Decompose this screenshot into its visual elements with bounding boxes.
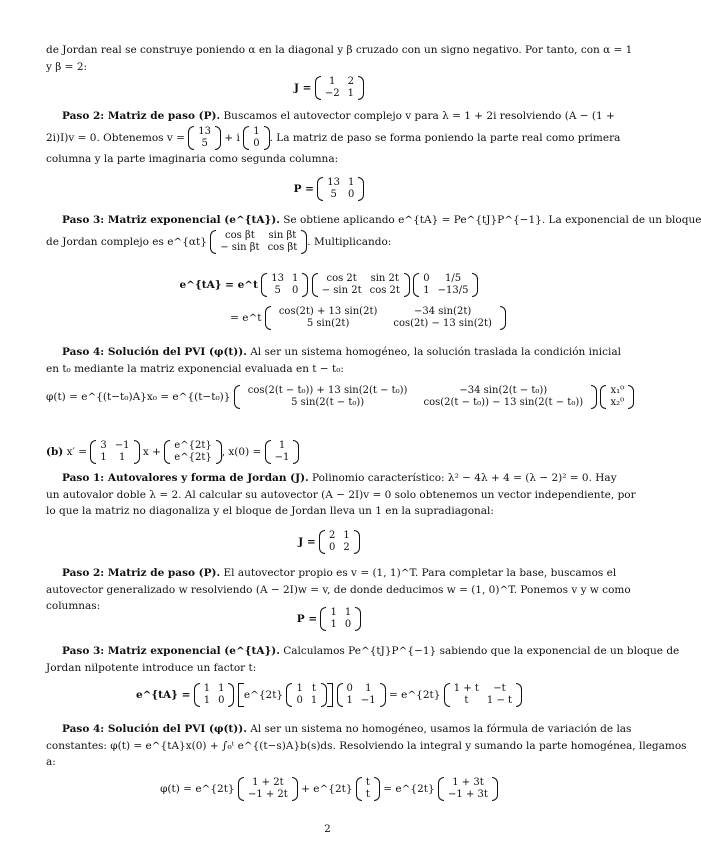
initial-vector (600, 385, 634, 409)
matrix-entry: 1 (218, 683, 225, 694)
text-line: . Multiplicando: (307, 235, 392, 248)
matrix-entry: −1 + 3t (448, 789, 488, 800)
matrix-entry: 1 (203, 683, 211, 694)
matrix-entry: t (365, 777, 370, 788)
matrix-entry: 2 (343, 542, 350, 553)
matrix (320, 607, 361, 631)
equation-solution-a (46, 385, 625, 409)
matrix-entry: x₁⁰ (610, 385, 625, 396)
matrix-entry: 0 (296, 695, 303, 706)
text-line: El autovector propio es v = (1, 1)^T. Para completar la base, buscamos el (223, 567, 617, 579)
matrix (317, 177, 364, 201)
rotation-matrix (210, 230, 307, 254)
matrix-entry: 1 (278, 440, 286, 451)
matrix-entry: −1 (114, 440, 130, 451)
text-fragment: = e^{2t} (383, 783, 435, 795)
step-4-paragraph (46, 344, 621, 377)
text-fragment: + i (224, 131, 240, 144)
text-line: columnas: (46, 600, 101, 612)
matrix-entry: 1 (343, 530, 350, 541)
text-line: Se obtiene aplicando e^{tA} = Pe^{tJ}P^{−1}. La exponencial de un bloque (283, 214, 701, 226)
matrix-entry: sin 2t (370, 273, 399, 284)
step-3-paragraph (46, 212, 701, 255)
text-line: Polinomio característico: λ² − 4λ + 4 = (λ − 2)² = 0. Hay (312, 472, 617, 484)
matrix-entry: e^{2t} (174, 452, 212, 463)
matrix-entry: − sin 2t (321, 285, 362, 296)
step-2-paragraph (46, 108, 621, 167)
matrix-entry: 2 (347, 76, 354, 87)
matrix-entry: −13/5 (437, 285, 469, 296)
equation-exponential-result (46, 306, 612, 330)
text-line: 2i)I)v = 0. Obtenemos v = (46, 131, 185, 144)
matrix-entry: 1 − t (486, 695, 513, 706)
step-heading: Paso 1: Autovalores y forma de Jordan (J). (62, 472, 309, 484)
matrix-entry: 1 (296, 683, 303, 694)
matrix-entry: 1/5 (445, 273, 462, 284)
matrix-entry: cos(2t) − 13 sin(2t) (393, 318, 492, 329)
matrix-entry: −34 sin(2(t − t₀)) (459, 385, 548, 396)
matrix-entry: 1 (329, 76, 336, 87)
step-heading: Paso 4: Solución del PVI (φ(t)). (62, 346, 247, 358)
text-line: autovector generalizado w resolviendo (A − 2I)w = v, de donde deducimos w = (1, 0)^T. Ponemos v y w como (46, 583, 631, 596)
text-line: y β = 2: (46, 60, 88, 73)
text-fragment: = e^{2t} (389, 689, 441, 701)
matrix-entry: 0 (346, 683, 353, 694)
equation-solution-b (46, 777, 612, 801)
matrix-entry: 13 (327, 177, 341, 188)
matrix-entry: cos(2t) + 13 sin(2t) (278, 306, 378, 317)
text-line: columna y la parte imaginaria como segunda columna: (46, 152, 339, 165)
text-fragment: x + (142, 446, 161, 458)
matrix-entry: 1 (423, 285, 430, 296)
forcing-vector (164, 440, 221, 464)
vector (438, 777, 498, 801)
matrix-entry: 2 (329, 530, 336, 541)
matrix-entry: −t (493, 683, 506, 694)
matrix-entry: 1 (292, 273, 299, 284)
text-line: . La matriz de paso se forma poniendo la parte real como primera (269, 131, 621, 144)
matrix-entry: − sin βt (220, 241, 260, 253)
matrix-entry: t (312, 683, 317, 694)
matrix-entry: 0 (348, 189, 355, 200)
matrix (261, 273, 308, 297)
text-line: constantes: φ(t) = e^{tA}x(0) + ∫₀ᵗ e^{(t−s)A}b(s)ds. Resolviendo la integral y sumando la parte homogénea, llegamos (46, 739, 687, 752)
matrix-entry: 1 (344, 607, 352, 618)
matrix (315, 76, 364, 100)
text-line: Calculamos Pe^{tJ}P^{−1} sabiendo que la exponencial de un bloque de (283, 645, 680, 657)
matrix-entry: 1 (348, 177, 355, 188)
text-line: Buscamos el autovector complejo v para λ = 1 + 2i resolviendo (A − (1 + (223, 110, 615, 122)
matrix-entry: 1 (365, 683, 372, 694)
matrix-entry: −1 (360, 695, 376, 706)
initial-vector (265, 440, 300, 464)
matrix-entry: −1 (274, 452, 290, 463)
matrix-entry: −34 sin(2t) (414, 306, 472, 317)
text-line: Al ser un sistema no homogéneo, usamos la fórmula de variación de las (250, 723, 632, 735)
matrix (265, 306, 506, 330)
equation-change-of-basis (46, 177, 612, 201)
matrix-entry: 1 (347, 88, 354, 99)
matrix-entry: 1 (100, 452, 107, 463)
equation-lhs: P = (293, 183, 314, 195)
step-heading: Paso 3: Matriz exponencial (e^{tA}). (62, 214, 280, 226)
matrix (337, 683, 386, 707)
matrix-entry: 1 (330, 619, 337, 630)
text-line: de Jordan complejo es e^{αt} (46, 235, 207, 248)
matrix-entry: 5 (201, 137, 208, 149)
text-line: Al ser un sistema homogéneo, la solución traslada la condición inicial (250, 346, 621, 358)
step-1-b-paragraph (46, 470, 636, 520)
step-heading: Paso 4: Solución del PVI (φ(t)). (62, 723, 247, 735)
matrix-entry: x₂⁰ (610, 397, 625, 408)
matrix-entry: 0 (329, 542, 336, 553)
matrix (90, 440, 139, 464)
equation-jordan-form-b (46, 530, 612, 554)
matrix (234, 385, 597, 409)
matrix-entry: 0 (423, 273, 430, 284)
equation-lhs: = e^t (230, 312, 262, 324)
vector (356, 777, 380, 801)
matrix-entry: cos(2(t − t₀)) + 13 sin(2(t − t₀)) (247, 385, 408, 396)
equation-jordan-form (46, 76, 612, 100)
text-fragment: x′ = (66, 446, 88, 458)
equation-lhs: J = (298, 536, 316, 548)
matrix-entry: −1 + 2t (247, 789, 288, 800)
matrix-entry: 5 (330, 189, 337, 200)
matrix (286, 683, 327, 707)
matrix (319, 530, 360, 554)
matrix-entry: 1 (346, 695, 353, 706)
matrix (413, 273, 478, 297)
matrix-entry: 1 (203, 695, 211, 706)
equation-lhs: P = (296, 613, 318, 625)
problem-label: (b) (46, 446, 64, 458)
step-3-b-paragraph (46, 643, 680, 676)
matrix-entry: 1 (118, 452, 126, 463)
problem-b-statement (46, 440, 612, 464)
matrix-entry: 0 (292, 285, 299, 296)
matrix-entry: 0 (344, 619, 352, 630)
matrix-entry: 1 + 2t (252, 777, 284, 788)
matrix-entry: 5 (274, 285, 281, 296)
equation-lhs: φ(t) = e^{(t−t₀)A}x₀ = e^{(t−t₀)} (46, 391, 231, 403)
matrix (444, 683, 522, 707)
matrix-entry: 1 (330, 607, 337, 618)
text-line: a: (46, 756, 56, 768)
equation-change-of-basis-b (46, 607, 612, 631)
bracket-group (238, 683, 333, 707)
matrix-entry: sin βt (268, 229, 297, 241)
matrix-entry: cos βt (225, 229, 255, 241)
matrix (194, 683, 235, 707)
step-heading: Paso 2: Matriz de paso (P). (62, 110, 221, 122)
matrix (312, 273, 410, 297)
matrix-entry: cos 2t (326, 273, 357, 284)
matrix-entry: 1 + t (453, 683, 479, 694)
step-heading: Paso 2: Matriz de paso (P). (62, 567, 221, 579)
text-line: Jordan nilpotente introduce un factor t: (46, 661, 257, 674)
matrix-entry: 3 (100, 440, 107, 451)
matrix-entry: 1 (253, 125, 260, 137)
matrix-entry: e^{2t} (174, 440, 212, 451)
matrix-entry: cos(2(t − t₀)) − 13 sin(2(t − t₀)) (423, 397, 584, 408)
matrix-entry: t (464, 695, 469, 706)
equation-lhs: J = (294, 82, 312, 94)
matrix-entry: 13 (198, 125, 212, 137)
matrix-entry: cos βt (267, 241, 298, 253)
text-fragment: e^{2t} (243, 689, 284, 701)
step-heading: Paso 3: Matriz exponencial (e^{tA}). (62, 645, 280, 657)
step-4-b-paragraph (46, 721, 687, 771)
matrix-entry: 13 (271, 273, 284, 284)
text-fragment: + e^{2t} (301, 783, 353, 795)
equation-exponential-b (46, 683, 612, 707)
text-fragment: , x(0) = (221, 446, 262, 458)
page-number: 2 (324, 823, 331, 835)
text-line: de Jordan real se construye poniendo α en la diagonal y β cruzado con un signo negativo. Por tanto, con α = 1 (46, 44, 633, 56)
equation-lhs: e^{tA} = (135, 689, 191, 701)
matrix-entry: −2 (324, 88, 340, 99)
matrix-entry: 1 (310, 695, 318, 706)
text-line: lo que la matriz no diagonaliza y el bloque de Jordan lleva un 1 en la supradiagonal: (46, 505, 494, 517)
matrix-entry: t (365, 789, 370, 800)
text-line: en t₀ mediante la matriz exponencial evaluada en t − t₀: (46, 362, 344, 375)
text-line: un autovalor doble λ = 2. Al calcular su autovector (A − 2I)v = 0 solo obtenemos un vector independiente, por (46, 488, 636, 501)
matrix-entry: 0 (218, 695, 225, 706)
equation-exponential-product (46, 273, 612, 297)
matrix-entry: 5 sin(2(t − t₀)) (291, 397, 365, 408)
vector-real-part (188, 126, 221, 150)
matrix-entry: 0 (253, 137, 260, 149)
vector (238, 777, 298, 801)
equation-lhs: e^{tA} = e^t (179, 279, 258, 291)
equation-lhs: φ(t) = e^{2t} (160, 783, 235, 795)
intro-paragraph (46, 42, 633, 75)
matrix-entry: cos 2t (369, 285, 400, 296)
vector-imag-part (243, 126, 269, 150)
matrix-entry: 1 + 3t (452, 777, 484, 788)
matrix-entry: 5 sin(2t) (306, 318, 350, 329)
